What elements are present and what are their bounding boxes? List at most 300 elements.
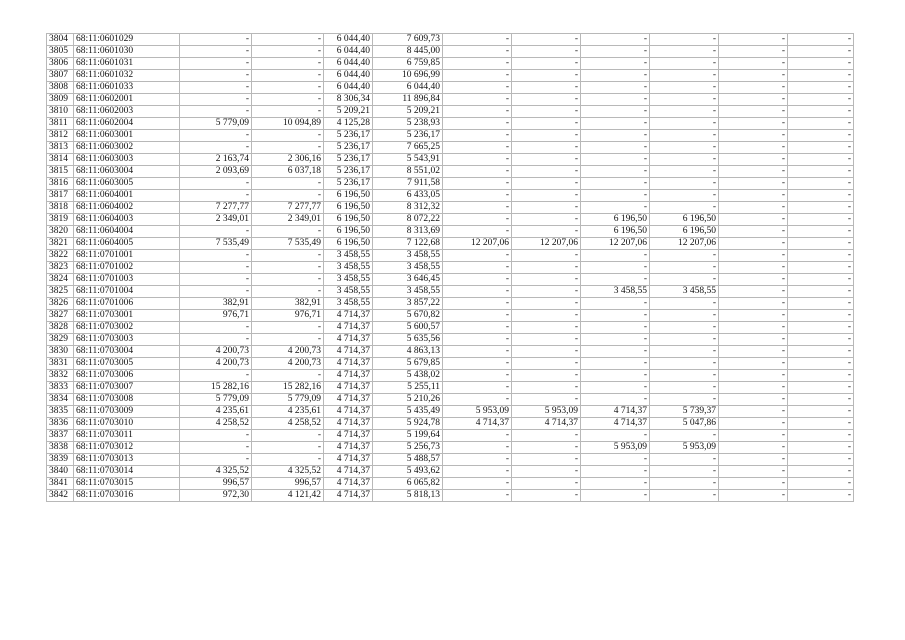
value-cell: -: [581, 178, 650, 190]
cadastral-id-cell: 68:11:0602003: [74, 106, 180, 118]
value-cell: -: [512, 178, 581, 190]
value-cell: 2 306,16: [252, 154, 324, 166]
value-cell: 6 044,40: [373, 82, 443, 94]
row-number-cell: 3825: [47, 286, 74, 298]
value-cell: 12 207,06: [650, 238, 719, 250]
table-row: [47, 154, 854, 166]
value-cell: -: [512, 154, 581, 166]
value-cell: -: [443, 478, 512, 490]
row-number-cell: 3821: [47, 238, 74, 250]
value-cell: -: [443, 250, 512, 262]
value-cell: -: [788, 310, 854, 322]
value-cell: -: [180, 58, 252, 70]
value-cell: 3 458,55: [324, 250, 373, 262]
value-cell: 6 196,50: [324, 190, 373, 202]
value-cell: 4 714,37: [324, 346, 373, 358]
value-cell: -: [252, 70, 324, 82]
value-cell: -: [719, 274, 788, 286]
value-cell: -: [581, 334, 650, 346]
row-number-cell: 3818: [47, 202, 74, 214]
value-cell: 5 635,56: [373, 334, 443, 346]
value-cell: -: [650, 274, 719, 286]
value-cell: -: [581, 142, 650, 154]
value-cell: 382,91: [252, 298, 324, 310]
value-cell: -: [581, 34, 650, 46]
cadastral-id-cell: 68:11:0703008: [74, 394, 180, 406]
cadastral-id-cell: 68:11:0601032: [74, 70, 180, 82]
value-cell: -: [719, 238, 788, 250]
value-cell: -: [443, 94, 512, 106]
value-cell: -: [581, 130, 650, 142]
value-cell: 3 458,55: [650, 286, 719, 298]
cadastral-id-cell: 68:11:0701004: [74, 286, 180, 298]
table-row: [47, 382, 854, 394]
value-cell: -: [788, 250, 854, 262]
value-cell: -: [252, 454, 324, 466]
value-cell: -: [788, 274, 854, 286]
value-cell: -: [180, 106, 252, 118]
value-cell: 4 714,37: [324, 442, 373, 454]
row-number-cell: 3840: [47, 466, 74, 478]
value-cell: -: [788, 238, 854, 250]
value-cell: -: [443, 82, 512, 94]
value-cell: -: [252, 34, 324, 46]
value-cell: 3 857,22: [373, 298, 443, 310]
value-cell: 6 196,50: [324, 238, 373, 250]
value-cell: -: [719, 250, 788, 262]
value-cell: 4 863,13: [373, 346, 443, 358]
value-cell: -: [252, 286, 324, 298]
cadastral-id-cell: 68:11:0703012: [74, 442, 180, 454]
value-cell: 4 714,37: [443, 418, 512, 430]
value-cell: -: [581, 58, 650, 70]
value-cell: -: [719, 286, 788, 298]
row-number-cell: 3810: [47, 106, 74, 118]
row-number-cell: 3806: [47, 58, 74, 70]
value-cell: -: [252, 262, 324, 274]
value-cell: 5 493,62: [373, 466, 443, 478]
value-cell: -: [443, 286, 512, 298]
value-cell: 4 714,37: [324, 310, 373, 322]
value-cell: -: [788, 298, 854, 310]
value-cell: 5 236,17: [324, 130, 373, 142]
row-number-cell: 3811: [47, 118, 74, 130]
value-cell: -: [252, 370, 324, 382]
value-cell: -: [719, 310, 788, 322]
row-number-cell: 3833: [47, 382, 74, 394]
table-row: [47, 226, 854, 238]
value-cell: -: [252, 250, 324, 262]
value-cell: 5 953,09: [650, 442, 719, 454]
value-cell: -: [512, 454, 581, 466]
value-cell: -: [512, 82, 581, 94]
value-cell: 6 044,40: [324, 34, 373, 46]
row-number-cell: 3817: [47, 190, 74, 202]
value-cell: 7 535,49: [252, 238, 324, 250]
value-cell: 5 047,86: [650, 418, 719, 430]
value-cell: 4 235,61: [252, 406, 324, 418]
value-cell: -: [581, 298, 650, 310]
value-cell: -: [252, 106, 324, 118]
value-cell: 5 210,26: [373, 394, 443, 406]
row-number-cell: 3838: [47, 442, 74, 454]
value-cell: 4 325,52: [180, 466, 252, 478]
value-cell: -: [443, 334, 512, 346]
value-cell: 4 200,73: [180, 346, 252, 358]
value-cell: 3 458,55: [373, 262, 443, 274]
row-number-cell: 3826: [47, 298, 74, 310]
value-cell: -: [581, 322, 650, 334]
value-cell: -: [719, 118, 788, 130]
table-row: [47, 358, 854, 370]
value-cell: 5 255,11: [373, 382, 443, 394]
value-cell: -: [180, 82, 252, 94]
cadastral-id-cell: 68:11:0603004: [74, 166, 180, 178]
value-cell: 5 600,57: [373, 322, 443, 334]
value-cell: -: [581, 94, 650, 106]
value-cell: -: [650, 334, 719, 346]
value-cell: -: [443, 454, 512, 466]
value-cell: 4 714,37: [324, 454, 373, 466]
value-cell: 7 535,49: [180, 238, 252, 250]
value-cell: -: [788, 178, 854, 190]
value-cell: -: [719, 298, 788, 310]
table-row: [47, 394, 854, 406]
value-cell: -: [180, 262, 252, 274]
value-cell: -: [788, 118, 854, 130]
value-cell: -: [788, 262, 854, 274]
value-cell: -: [581, 106, 650, 118]
value-cell: 2 349,01: [180, 214, 252, 226]
table-row: [47, 346, 854, 358]
table-row: [47, 202, 854, 214]
value-cell: -: [180, 226, 252, 238]
value-cell: 7 665,25: [373, 142, 443, 154]
value-cell: -: [788, 202, 854, 214]
table-row: [47, 106, 854, 118]
value-cell: -: [443, 214, 512, 226]
table-row: [47, 310, 854, 322]
value-cell: 7 122,68: [373, 238, 443, 250]
value-cell: -: [650, 262, 719, 274]
value-cell: -: [788, 382, 854, 394]
value-cell: -: [719, 358, 788, 370]
value-cell: -: [719, 346, 788, 358]
value-cell: 6 044,40: [324, 82, 373, 94]
cadastral-id-cell: 68:11:0703005: [74, 358, 180, 370]
cadastral-id-cell: 68:11:0703002: [74, 322, 180, 334]
value-cell: 5 779,09: [180, 394, 252, 406]
value-cell: 4 714,37: [324, 418, 373, 430]
value-cell: -: [650, 70, 719, 82]
value-cell: -: [650, 382, 719, 394]
cadastral-id-cell: 68:11:0601030: [74, 46, 180, 58]
table-row: [47, 454, 854, 466]
cadastral-id-cell: 68:11:0604004: [74, 226, 180, 238]
value-cell: -: [443, 130, 512, 142]
value-cell: 5 953,09: [443, 406, 512, 418]
value-cell: -: [650, 358, 719, 370]
value-cell: -: [650, 94, 719, 106]
value-cell: -: [719, 418, 788, 430]
value-cell: 7 277,77: [252, 202, 324, 214]
value-cell: -: [788, 286, 854, 298]
row-number-cell: 3835: [47, 406, 74, 418]
value-cell: 5 236,17: [324, 154, 373, 166]
value-cell: -: [512, 262, 581, 274]
value-cell: -: [180, 70, 252, 82]
value-cell: -: [180, 322, 252, 334]
value-cell: 8 312,32: [373, 202, 443, 214]
value-cell: 10 094,89: [252, 118, 324, 130]
value-cell: -: [581, 490, 650, 502]
cadastral-id-cell: 68:11:0703015: [74, 478, 180, 490]
cadastral-id-cell: 68:11:0703016: [74, 490, 180, 502]
value-cell: 8 445,00: [373, 46, 443, 58]
value-cell: -: [788, 358, 854, 370]
value-cell: -: [581, 310, 650, 322]
row-number-cell: 3805: [47, 46, 74, 58]
value-cell: -: [180, 34, 252, 46]
value-cell: -: [512, 358, 581, 370]
value-cell: -: [788, 142, 854, 154]
value-cell: -: [581, 82, 650, 94]
value-cell: -: [650, 394, 719, 406]
value-cell: -: [788, 406, 854, 418]
value-cell: -: [512, 106, 581, 118]
row-number-cell: 3842: [47, 490, 74, 502]
value-cell: 5 199,64: [373, 430, 443, 442]
row-number-cell: 3813: [47, 142, 74, 154]
value-cell: -: [719, 166, 788, 178]
value-cell: 382,91: [180, 298, 252, 310]
value-cell: -: [719, 94, 788, 106]
value-cell: -: [512, 142, 581, 154]
value-cell: 6 196,50: [324, 214, 373, 226]
value-cell: -: [180, 250, 252, 262]
value-cell: -: [512, 466, 581, 478]
value-cell: 6 196,50: [650, 214, 719, 226]
value-cell: -: [443, 274, 512, 286]
value-cell: -: [512, 166, 581, 178]
value-cell: -: [719, 478, 788, 490]
value-cell: -: [443, 190, 512, 202]
value-cell: -: [512, 202, 581, 214]
table-row: [47, 238, 854, 250]
value-cell: -: [443, 70, 512, 82]
value-cell: -: [581, 394, 650, 406]
value-cell: -: [650, 298, 719, 310]
value-cell: -: [180, 454, 252, 466]
value-cell: 3 458,55: [373, 250, 443, 262]
value-cell: -: [512, 70, 581, 82]
value-cell: 4 714,37: [581, 406, 650, 418]
row-number-cell: 3820: [47, 226, 74, 238]
value-cell: -: [788, 478, 854, 490]
value-cell: -: [650, 322, 719, 334]
value-cell: -: [443, 322, 512, 334]
row-number-cell: 3816: [47, 178, 74, 190]
value-cell: -: [252, 94, 324, 106]
value-cell: 8 306,34: [324, 94, 373, 106]
value-cell: -: [719, 58, 788, 70]
value-cell: -: [581, 346, 650, 358]
row-number-cell: 3808: [47, 82, 74, 94]
table-row: [47, 214, 854, 226]
value-cell: -: [443, 142, 512, 154]
value-cell: -: [443, 178, 512, 190]
row-number-cell: 3822: [47, 250, 74, 262]
value-cell: -: [252, 334, 324, 346]
value-cell: -: [180, 94, 252, 106]
value-cell: -: [443, 298, 512, 310]
value-cell: -: [443, 466, 512, 478]
value-cell: 4 714,37: [324, 430, 373, 442]
value-cell: -: [512, 190, 581, 202]
value-cell: -: [252, 58, 324, 70]
value-cell: -: [443, 370, 512, 382]
value-cell: 5 238,93: [373, 118, 443, 130]
value-cell: 5 670,82: [373, 310, 443, 322]
value-cell: -: [719, 34, 788, 46]
cadastral-id-cell: 68:11:0703009: [74, 406, 180, 418]
value-cell: -: [512, 226, 581, 238]
value-cell: 2 093,69: [180, 166, 252, 178]
row-number-cell: 3804: [47, 34, 74, 46]
value-cell: -: [788, 334, 854, 346]
value-cell: -: [252, 226, 324, 238]
table-row: [47, 142, 854, 154]
value-cell: -: [252, 178, 324, 190]
value-cell: 976,71: [180, 310, 252, 322]
value-cell: -: [512, 442, 581, 454]
table-row: [47, 166, 854, 178]
value-cell: -: [581, 454, 650, 466]
cadastral-id-cell: 68:11:0602004: [74, 118, 180, 130]
value-cell: 5 435,49: [373, 406, 443, 418]
row-number-cell: 3827: [47, 310, 74, 322]
value-cell: -: [512, 334, 581, 346]
row-number-cell: 3841: [47, 478, 74, 490]
value-cell: 11 896,84: [373, 94, 443, 106]
value-cell: -: [650, 430, 719, 442]
value-cell: -: [252, 274, 324, 286]
value-cell: -: [719, 430, 788, 442]
value-cell: -: [788, 70, 854, 82]
value-cell: -: [443, 382, 512, 394]
value-cell: -: [512, 58, 581, 70]
value-cell: -: [788, 370, 854, 382]
value-cell: -: [512, 382, 581, 394]
value-cell: -: [788, 106, 854, 118]
value-cell: -: [180, 190, 252, 202]
value-cell: -: [650, 346, 719, 358]
value-cell: -: [650, 490, 719, 502]
value-cell: -: [788, 226, 854, 238]
value-cell: -: [581, 46, 650, 58]
cadastral-id-cell: 68:11:0604001: [74, 190, 180, 202]
cadastral-id-cell: 68:11:0603002: [74, 142, 180, 154]
table-row: [47, 466, 854, 478]
value-cell: -: [650, 250, 719, 262]
value-cell: -: [252, 142, 324, 154]
value-cell: -: [650, 454, 719, 466]
value-cell: -: [581, 478, 650, 490]
value-cell: -: [788, 430, 854, 442]
cadastral-id-cell: 68:11:0701003: [74, 274, 180, 286]
cadastral-id-cell: 68:11:0701001: [74, 250, 180, 262]
value-cell: 4 258,52: [180, 418, 252, 430]
value-cell: -: [650, 118, 719, 130]
value-cell: -: [512, 310, 581, 322]
cadastral-id-cell: 68:11:0701002: [74, 262, 180, 274]
value-cell: 6 196,50: [581, 226, 650, 238]
value-cell: -: [443, 106, 512, 118]
value-cell: -: [443, 46, 512, 58]
value-cell: 5 953,09: [512, 406, 581, 418]
row-number-cell: 3812: [47, 130, 74, 142]
value-cell: 12 207,06: [443, 238, 512, 250]
value-cell: 6 196,50: [324, 226, 373, 238]
value-cell: -: [512, 118, 581, 130]
value-cell: -: [512, 274, 581, 286]
value-cell: -: [719, 202, 788, 214]
value-cell: 4 200,73: [252, 346, 324, 358]
value-cell: -: [650, 202, 719, 214]
table-row: [47, 94, 854, 106]
value-cell: 5 953,09: [581, 442, 650, 454]
value-cell: -: [512, 214, 581, 226]
value-cell: -: [512, 286, 581, 298]
value-cell: 5 236,17: [373, 130, 443, 142]
value-cell: 3 458,55: [581, 286, 650, 298]
value-cell: -: [581, 370, 650, 382]
value-cell: -: [581, 154, 650, 166]
value-cell: -: [252, 442, 324, 454]
value-cell: -: [788, 394, 854, 406]
cadastral-id-cell: 68:11:0703001: [74, 310, 180, 322]
value-cell: -: [581, 190, 650, 202]
value-cell: -: [252, 46, 324, 58]
cadastral-id-cell: 68:11:0703014: [74, 466, 180, 478]
value-cell: 5 818,13: [373, 490, 443, 502]
value-cell: -: [650, 82, 719, 94]
table-row: [47, 34, 854, 46]
value-cell: 6 759,85: [373, 58, 443, 70]
value-cell: -: [512, 298, 581, 310]
value-cell: 6 433,05: [373, 190, 443, 202]
table-row: [47, 370, 854, 382]
cadastral-id-cell: 68:11:0703013: [74, 454, 180, 466]
value-cell: 4 714,37: [324, 490, 373, 502]
value-cell: 5 236,17: [324, 142, 373, 154]
table-row: [47, 406, 854, 418]
value-cell: -: [180, 130, 252, 142]
row-number-cell: 3823: [47, 262, 74, 274]
value-cell: -: [512, 46, 581, 58]
value-cell: 3 458,55: [324, 298, 373, 310]
value-cell: 6 044,40: [324, 58, 373, 70]
value-cell: -: [650, 466, 719, 478]
value-cell: -: [719, 406, 788, 418]
value-cell: -: [443, 154, 512, 166]
value-cell: 5 924,78: [373, 418, 443, 430]
value-cell: 4 714,37: [324, 382, 373, 394]
value-cell: -: [512, 370, 581, 382]
value-cell: 6 196,50: [581, 214, 650, 226]
table-row: [47, 334, 854, 346]
value-cell: -: [512, 130, 581, 142]
